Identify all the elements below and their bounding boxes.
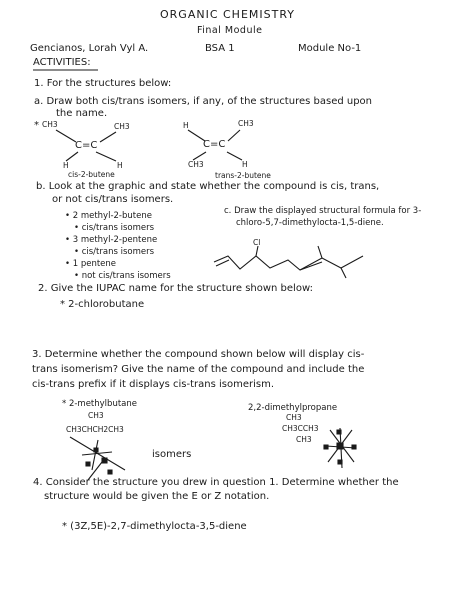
trans-bottom-right: H bbox=[242, 160, 248, 169]
q1a-line1: a. Draw both cis/trans isomers, if any, of the structures based upon bbox=[34, 96, 373, 107]
q3-left-struct-top: CH3 bbox=[88, 411, 104, 420]
q1c-chlorine-label: Cl bbox=[253, 238, 261, 247]
q3-right-struct-bottom: CH3 bbox=[296, 435, 312, 444]
cis-bottom-left: H bbox=[63, 161, 69, 170]
q3-line3: cis-trans prefix if it displays cis-trans isomerism. bbox=[32, 379, 275, 390]
cis-bonds bbox=[56, 130, 116, 161]
page-title: ORGANIC CHEMISTRY bbox=[160, 8, 295, 21]
q3-right-struct-mid: CH3CCH3 bbox=[282, 424, 319, 433]
q2-question: 2. Give the IUPAC name for the structure shown below: bbox=[38, 283, 313, 294]
ball-stick-model-left bbox=[70, 437, 125, 480]
activities-heading: ACTIVITIES: bbox=[33, 57, 91, 68]
q1b-item-4: • cis/trans isomers bbox=[74, 247, 155, 257]
trans-caption: trans-2-butene bbox=[215, 171, 271, 180]
q1a-line2: the name. bbox=[56, 108, 108, 119]
q1c-line1: c. Draw the displayed structural formula for 3- bbox=[224, 206, 422, 216]
cis-caption: cis-2-butene bbox=[68, 170, 115, 179]
trans-double-bond: C=C bbox=[203, 139, 226, 150]
trans-top-right: CH3 bbox=[238, 119, 254, 128]
q1b-item-3: • 3 methyl-2-pentene bbox=[65, 235, 158, 245]
q4-line2: structure would be given the E or Z notation. bbox=[44, 491, 270, 502]
q3-line1: 3. Determine whether the compound shown below will display cis- bbox=[32, 349, 365, 360]
trans-bottom-left: CH3 bbox=[188, 160, 204, 169]
q4-answer: * (3Z,5E)-2,7-dimethylocta-3,5-diene bbox=[62, 521, 247, 532]
q1-intro: 1. For the structures below: bbox=[34, 78, 172, 89]
trans-bonds bbox=[188, 130, 242, 160]
q1b-item-2: • cis/trans isomers bbox=[74, 223, 155, 233]
q1b-item-6: • not cis/trans isomers bbox=[74, 271, 171, 281]
q1b-item-1: • 2 methyl-2-butene bbox=[65, 211, 152, 221]
q3-isomers-label: isomers bbox=[152, 449, 192, 460]
ball-stick-model-right bbox=[324, 428, 356, 468]
course-label: BSA 1 bbox=[205, 43, 235, 54]
student-name: Gencianos, Lorah Vyl A. bbox=[30, 43, 149, 54]
q2-answer: * 2-chlorobutane bbox=[60, 299, 145, 310]
q3-right-name: 2,2-dimethylpropane bbox=[248, 403, 338, 413]
cis-bottom-right: H bbox=[117, 161, 123, 170]
bullet-marker: * bbox=[34, 120, 39, 131]
module-label: Module No-1 bbox=[298, 43, 362, 54]
cis-top-right: CH3 bbox=[114, 122, 130, 131]
q1b-line2: or not cis/trans isomers. bbox=[52, 194, 174, 205]
q4-line1: 4. Consider the structure you drew in question 1. Determine whether the bbox=[33, 477, 399, 488]
q1b-item-5: • 1 pentene bbox=[65, 259, 117, 269]
q3-right-struct-top: CH3 bbox=[286, 413, 302, 422]
q3-left-name: * 2-methylbutane bbox=[62, 399, 137, 409]
cis-double-bond: C=C bbox=[75, 140, 98, 151]
page-subtitle: Final Module bbox=[197, 25, 263, 36]
q3-line2: trans isomerism? Give the name of the compound and include the bbox=[32, 364, 365, 375]
q1c-line2: chloro-5,7-dimethylocta-1,5-diene. bbox=[236, 218, 384, 228]
q3-left-struct-main: CH3CHCH2CH3 bbox=[66, 425, 124, 434]
cis-top-left: CH3 bbox=[42, 120, 58, 129]
q1b-line1: b. Look at the graphic and state whether the compound is cis, trans, bbox=[36, 181, 380, 192]
trans-top-left: H bbox=[183, 121, 189, 130]
skeletal-formula bbox=[214, 246, 363, 278]
